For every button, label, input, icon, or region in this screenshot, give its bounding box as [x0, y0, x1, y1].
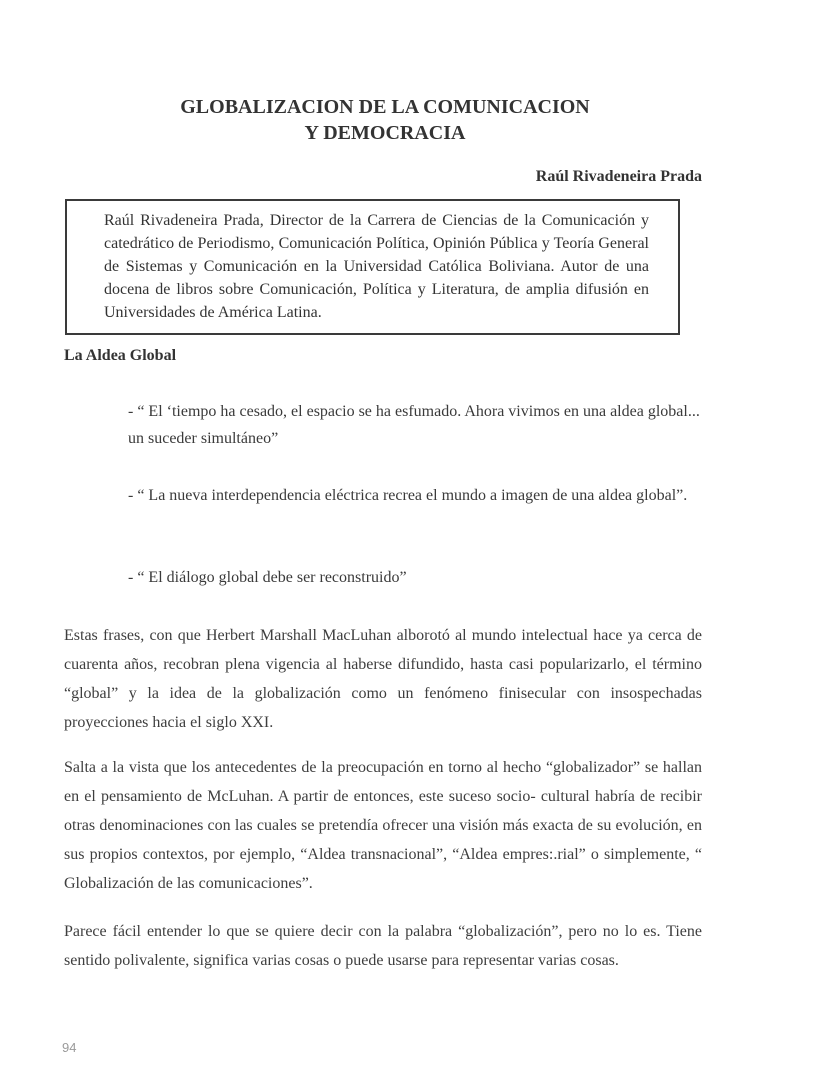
- page-number: 94: [62, 1040, 77, 1055]
- author-name: Raúl Rivadeneira Prada: [535, 168, 702, 185]
- quote-1: - “ El ‘tiempo ha cesado, el espacio se ha esfumado. Ahora vivimos en una aldea global... un suceder simultáneo”: [128, 403, 700, 447]
- quote-2: - “ La nueva interdependencia eléctrica recrea el mundo a imagen de una aldea global”.: [128, 487, 688, 504]
- paragraph-3: Parece fácil entender lo que se quiere decir con la palabra “globalización”, pero no lo es. Tiene sentido polivalente, significa varias cosas o puede usarse para representar varias cosas.: [64, 923, 702, 969]
- paragraph-1: Estas frases, con que Herbert Marshall MacLuhan alborotó al mundo intelectual hace ya cerca de cuarenta años, recobran plena vigencia al haberse difundido, hasta casi popularizarlo, el término “global” y la idea de la globalización como un fenómeno finisecular con insospechadas proyecciones hacia el siglo XXI.: [64, 627, 702, 731]
- bio-box-top-rule: [65, 199, 289, 201]
- author-bio-text: Raúl Rivadeneira Prada, Director de la Carrera de Ciencias de la Comunicación y catedrático de Periodismo, Comunicación Política, Opinión Pública y Teoría General de Sistemas y Comunicación en la Universidad Católica Boliviana. Autor de una docena de libros sobre Comunicación, Política y Literatura, de amplia difusión en Universidades de América Latina.: [104, 212, 649, 321]
- document-title: [100, 94, 670, 146]
- section-heading: La Aldea Global: [64, 347, 177, 364]
- author-bio-box: [65, 199, 680, 335]
- title-line-1: GLOBALIZACION DE LA COMUNICACION: [180, 96, 590, 118]
- paragraph-2: Salta a la vista que los antecedentes de la preocupación en torno al hecho “globalizador” se hallan en el pensamiento de McLuhan. A partir de entonces, este suceso socio- cultural habría de recibir otras denominaciones con las cuales se pretendía ofrecer una visión más exacta de su evolución, en sus propios contextos, por ejemplo, “Aldea transnacional”, “Aldea empres:.rial” o simplemente, “ Globalización de las comunicaciones”.: [64, 759, 702, 892]
- quote-3: - “ El diálogo global debe ser reconstruido”: [128, 569, 407, 586]
- title-line-2: Y DEMOCRACIA: [304, 122, 466, 144]
